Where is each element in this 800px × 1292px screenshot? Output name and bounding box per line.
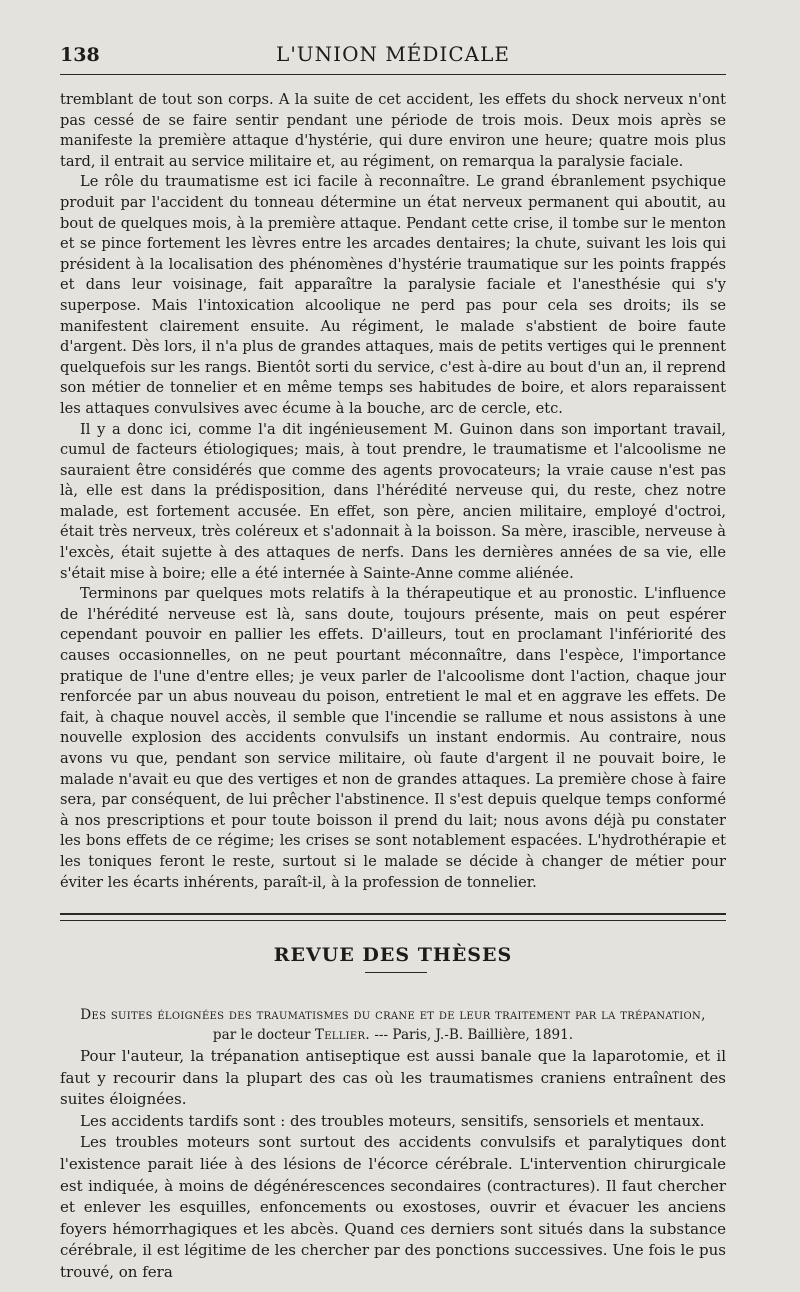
review-paragraph: Pour l'auteur, la trépanation antiseptique est aussi banale que la laparotomie, et il faut y recourir dans la plupart des cas où les traumatismes craniens entraînent des suites éloignées.	[60, 1047, 726, 1109]
review-byline	[60, 1025, 726, 1045]
review-paragraph: Les troubles moteurs sont surtout des accidents convulsifs et paralytiques dont l'existence parait liée à des lésions de l'écorce cérébrale. L'intervention chirurgicale est indiquée, à moins de dégénérescences secondaires (contractures). Il faut chercher et enlever les esquilles, enfoncements ou exostoses, ouvrir et évacuer les anciens foyers hémorrhagiques et les abcès. Quand ces derniers sont situés dans la substance cérébrale, il est légitime de les chercher par des ponctions successives. Une fois le pus trouvé, on fera	[60, 1133, 726, 1281]
article-paragraph: Le rôle du traumatisme est ici facile à reconnaître. Le grand ébranlement psychique produit par l'accident du tonneau détermine un état nerveux permanent qui aboutit, au bout de quelques mois, à la première attaque. Pendant cette crise, il tombe sur le menton et se pince fortement les lèvres entre les arcades dentaires; la chute, suivant les lois qui président à la localisation des phénomènes d'hystérie traumatique sur les points frappés et dans leur voisinage, fait apparaître la paralysie faciale et l'anesthésie qui s'y superpose. Mais l'intoxication alcoolique ne perd pas pour cela ses droits; ils se manifestent clairement ensuite. Au régiment, le malade s'abstient de boire faute d'argent. Dès lors, il n'a plus de grandes attaques, mais de petits vertiges qui le prennent quelquefois sur les rangs. Bientôt sorti du service, c'est à-dire au bout d'un an, il reprend son métier de tonnelier et en même temps ses habitudes de boire, et alors reparaissent les attaques convulsives avec écume à la bouche, arc de cercle, etc.	[60, 173, 726, 417]
article-paragraph: tremblant de tout son corps. A la suite de cet accident, les effets du shock nerveux n'ont pas cessé de se faire sentir pendant une période de trois mois. Deux mois après se manifeste la première attaque d'hystérie, qui dure environ une heure; quatre mois plus tard, il entrait au service militaire et, au régiment, on remarqua la paralysie faciale.	[60, 91, 726, 170]
review-body	[60, 1046, 726, 1284]
review-title: Des suites éloignées des traumatismes du crane et de leur traitement par la trépanation,	[80, 1007, 706, 1023]
review-citation	[60, 1005, 726, 1045]
byline-prefix: par le docteur	[212, 1027, 311, 1043]
review-paragraph: Les accidents tardifs sont : des troubles moteurs, sensitifs, sensoriels et mentaux.	[80, 1111, 705, 1130]
review-author: Tellier.	[314, 1027, 370, 1043]
article-paragraph: Terminons par quelques mots relatifs à la thérapeutique et au pronostic. L'influence de l'hérédité nerveuse est là, sans doute, toujours présente, mais on peut espérer cependant pouvoir en pallier les effets. D'ailleurs, tout en proclamant l'infériorité des causes occasionnelles, on ne peut pourtant méconnaître, dans l'espèce, l'importance pratique de l'une d'entre elles; je veux parler de l'alcoolisme dont l'action, chaque jour renforcée par un abus nouveau du poison, entretient le mal et en aggrave les effets. De fait, à chaque nouvel accès, il semble que l'incendie se rallume et nous assistons à une nouvelle explosion des accidents convulsifs un instant endormis. Au contraire, nous avons vu que, pendant son service militaire, où faute d'argent il ne pouvait boire, le malade n'avait eu que des vertiges et non de grandes attaques. La première chose à faire sera, par conséquent, de lui prêcher l'abstinence. Il s'est depuis quelque temps conformé à nos prescriptions et pour toute boisson il prend du lait; nous avons déjà pu constater les bons effets de ce régime; les crises se sont notablement espacées. L'hydrothérapie et les toniques feront le reste, surtout si le malade se décide à changer de métier pour éviter les écarts inhérents, paraît-il, à la profession de tonnelier.	[60, 585, 726, 891]
page-header	[60, 40, 726, 70]
journal-title: L'UNION MÉDICALE	[276, 42, 510, 66]
page-number: 138	[60, 44, 100, 66]
review-imprint: --- Paris, J.-B. Baillière, 1891.	[374, 1027, 574, 1043]
article-paragraph: Il y a donc ici, comme l'a dit ingénieusement M. Guinon dans son important travail, cumul de facteurs étiologiques; mais, à tout prendre, le traumatisme et l'alcoolisme ne sauraient être considérés que comme des agents provocateurs; la vraie cause n'est pas là, elle est dans la prédisposition, dans l'hérédité nerveuse qui, du reste, chez notre malade, est fortement accusée. En effet, son père, ancien militaire, employé d'octroi, était très nerveux, très coléreux et s'adonnait à la boisson. Sa mère, irascible, nerveuse à l'excès, était sujette à des attaques de nerfs. Dans les dernières années de sa vie, elle s'était mise à boire; elle a été internée à Sainte-Anne comme aliénée.	[60, 420, 726, 582]
article-body	[60, 90, 726, 893]
section-title: REVUE DES THÈSES	[273, 944, 513, 966]
section-title-underline	[365, 972, 427, 973]
section-separator	[60, 913, 726, 921]
header-rule	[60, 74, 726, 75]
